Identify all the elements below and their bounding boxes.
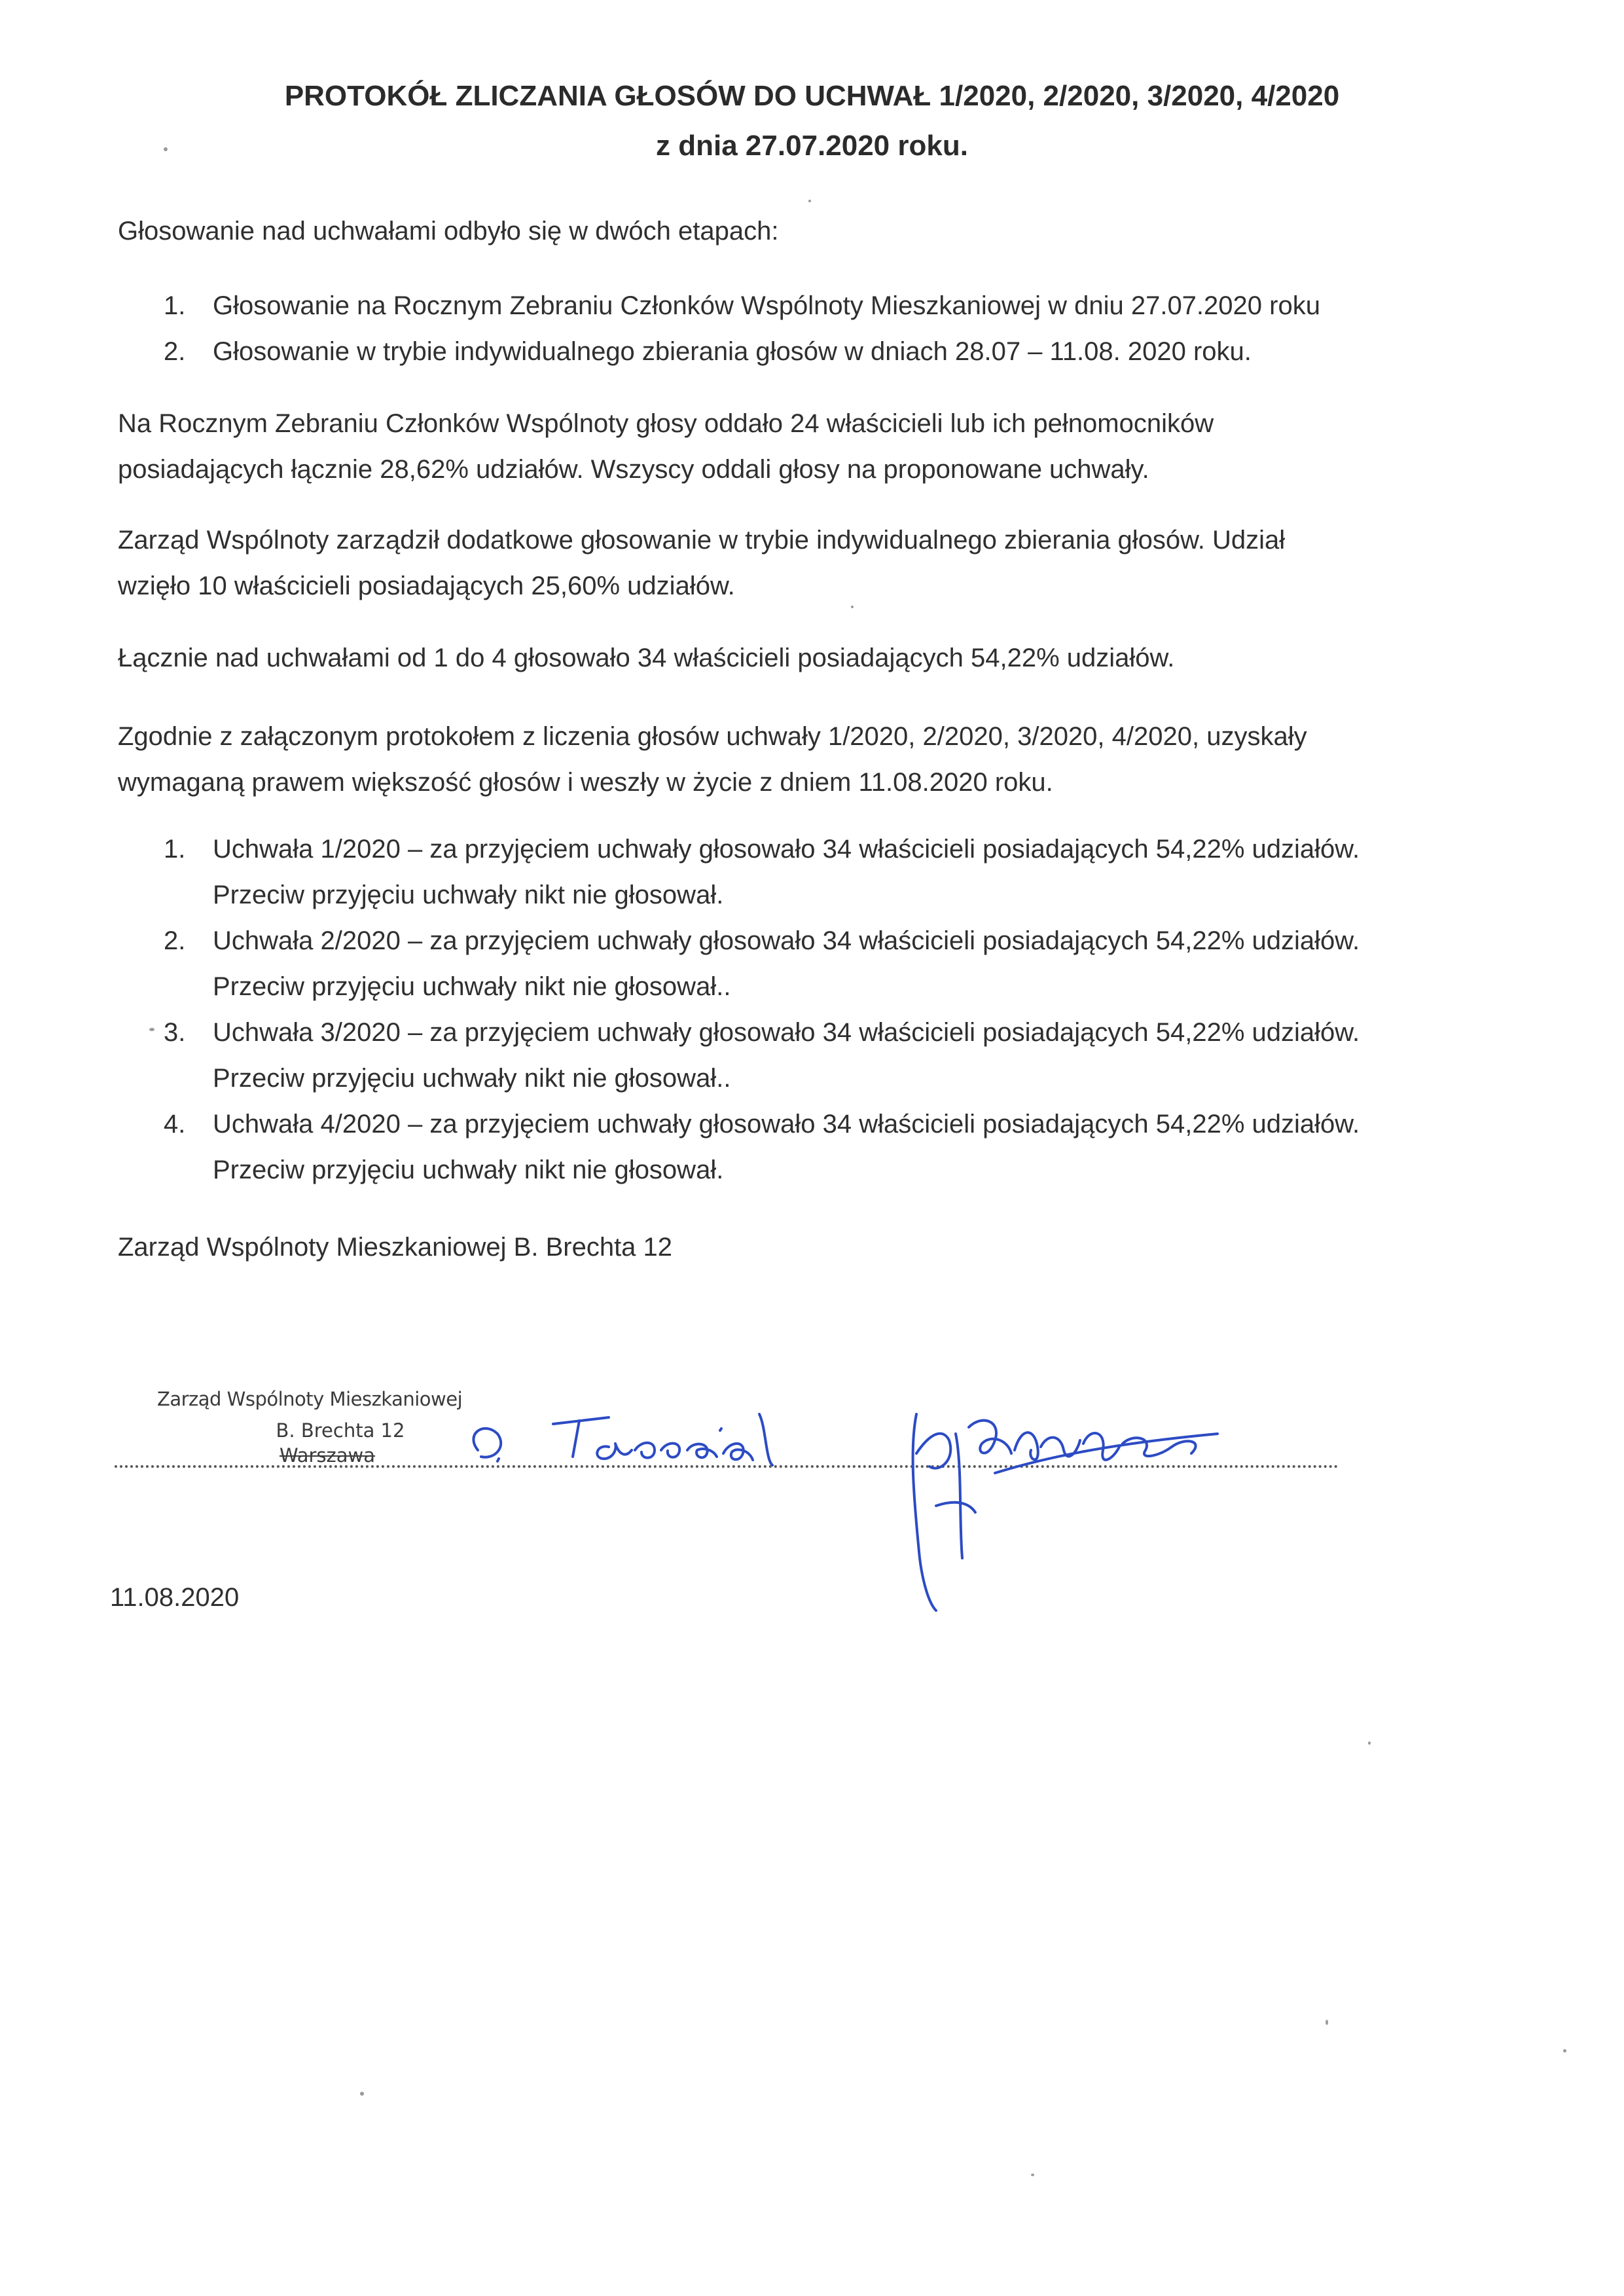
paragraph-line: Na Rocznym Zebraniu Członków Wspólnoty głosy oddało 24 właścicieli lub ich pełnomocników [118,409,1214,438]
scan-speck [1326,2020,1328,2025]
paragraph-line: wzięło 10 właścicieli posiadających 25,60% udziałów. [118,572,735,600]
paragraph-line: Zgodnie z załączonym protokołem z liczenia głosów uchwały 1/2020, 2/2020, 3/2020, 4/2020, uzyskały [118,722,1307,751]
paragraph-total-votes: Łącznie nad uchwałami od 1 do 4 głosowało 34 właścicieli posiadających 54,22% udziałów. [118,644,1175,672]
list-number: 1. [164,835,186,864]
resolution-line: Przeciw przyjęciu uchwały nikt nie głosował. [213,881,724,909]
paragraph-meeting-votes [118,401,1558,492]
paragraph-line: Zarząd Wspólnoty zarządził dodatkowe głosowanie w trybie indywidualnego zbierania głosów. Udział [118,526,1286,555]
scan-speck [149,1028,154,1031]
scan-speck [851,606,854,608]
scan-speck [1031,2174,1034,2176]
stamp-line: B. Brechta 12 [276,1419,405,1442]
list-item-text: Głosowanie na Rocznym Zebraniu Członków Wspólnoty Mieszkaniowej w dniu 27.07.2020 roku [213,291,1320,320]
list-number: 3. [164,1018,186,1047]
resolution-line: Uchwała 4/2020 – za przyjęciem uchwały głosowało 34 właścicieli posiadających 54,22% udziałów. [213,1110,1360,1139]
list-number: 2. [164,337,186,366]
list-number: 4. [164,1110,186,1139]
resolution-item [164,1010,1571,1101]
stages-list [164,283,1571,374]
handwritten-signatures [458,1388,1309,1624]
list-item-text: Głosowanie w trybie indywidualnego zbierania głosów w dniach 28.07 – 11.08. 2020 roku. [213,337,1252,366]
paragraph-line: posiadających łącznie 28,62% udziałów. Wszyscy oddali głosy na proponowane uchwały. [118,455,1149,484]
document-subtitle-date: z dnia 27.07.2020 roku. [656,130,968,162]
scan-speck [1368,1741,1371,1745]
stamp-line: Warszawa [279,1444,376,1467]
resolution-line: Przeciw przyjęciu uchwały nikt nie głosował. [213,1156,724,1184]
closing-signature-text: Zarząd Wspólnoty Mieszkaniowej B. Brechta 12 [118,1233,673,1262]
resolution-item [164,1101,1571,1193]
list-item [164,329,1571,374]
resolution-item [164,918,1571,1010]
paragraph-line: wymaganą prawem większość głosów i weszły w życie z dniem 11.08.2020 roku. [118,768,1053,797]
scan-speck [808,200,811,202]
scan-speck [1563,2049,1566,2052]
stamp-line: Zarząd Wspólnoty Mieszkaniowej [157,1388,463,1410]
resolution-line: Przeciw przyjęciu uchwały nikt nie głosował.. [213,972,731,1001]
resolution-line: Uchwała 3/2020 – za przyjęciem uchwały głosowało 34 właścicieli posiadających 54,22% udziałów. [213,1018,1360,1047]
scan-speck [164,147,168,151]
intro-text: Głosowanie nad uchwałami odbyło się w dwóch etapach: [118,217,779,246]
list-number: 1. [164,291,186,320]
resolution-line: Uchwała 2/2020 – za przyjęciem uchwały głosowało 34 właścicieli posiadających 54,22% udziałów. [213,926,1360,955]
paragraph-additional-vote [118,517,1558,609]
list-number: 2. [164,926,186,955]
paragraph-conclusion [118,714,1558,805]
resolutions-list [164,826,1571,1193]
scan-speck [360,2092,364,2096]
document-title: PROTOKÓŁ ZLICZANIA GŁOSÓW DO UCHWAŁ 1/2020, 2/2020, 3/2020, 4/2020 [284,80,1340,112]
resolution-item [164,826,1571,918]
document-date: 11.08.2020 [110,1583,240,1612]
association-stamp [157,1388,497,1467]
resolution-line: Przeciw przyjęciu uchwały nikt nie głosował.. [213,1064,731,1093]
resolution-line: Uchwała 1/2020 – za przyjęciem uchwały głosowało 34 właścicieli posiadających 54,22% udziałów. [213,835,1360,864]
list-item [164,283,1571,329]
